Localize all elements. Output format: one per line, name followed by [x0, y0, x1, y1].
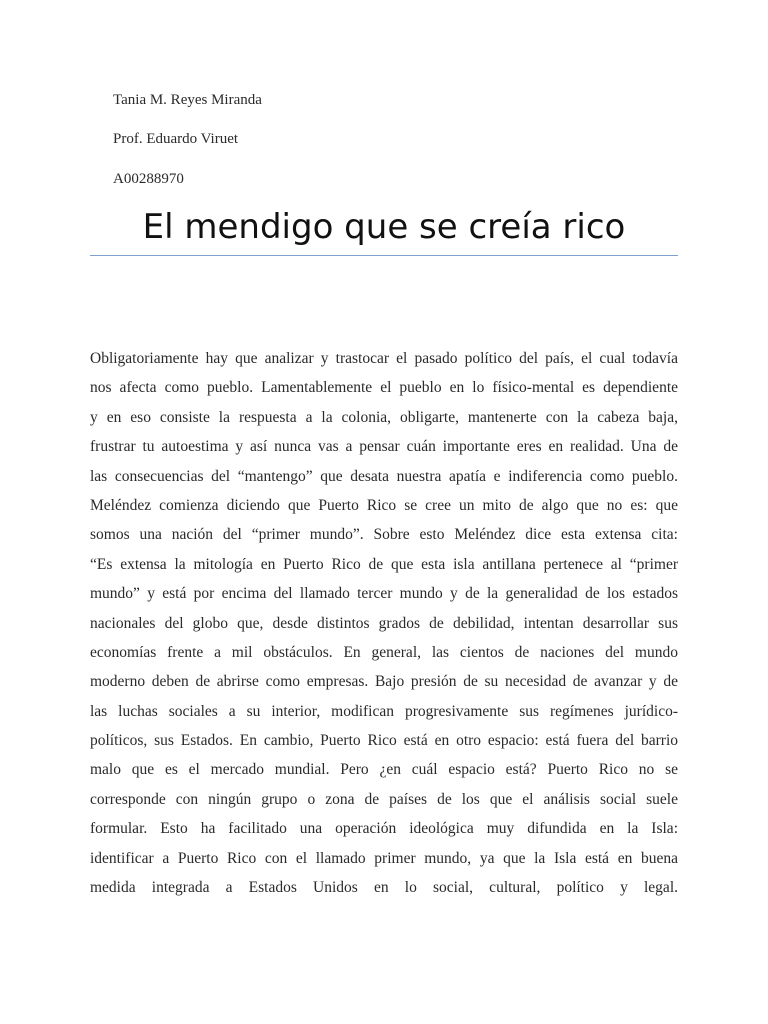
author-name: Tania M. Reyes Miranda	[113, 92, 262, 108]
body-paragraph	[90, 344, 678, 902]
body-line: mundo” y está por encima del llamado tercer mundo y de la generalidad de los estados	[90, 585, 678, 603]
body-line: nos afecta como pueblo. Lamentablemente el pueblo en lo físico-mental es dependiente	[90, 379, 678, 397]
body-line: moderno deben de abrirse como empresas. Bajo presión de su necesidad de avanzar y de	[90, 673, 678, 691]
body-line: frustrar tu autoestima y así nunca vas a pensar cuán importante eres en realidad. Una de	[90, 438, 678, 456]
body-line: medida integrada a Estados Unidos en lo social, cultural, político y legal.	[90, 879, 678, 897]
body-line: economías frente a mil obstáculos. En general, las cientos de naciones del mundo	[90, 643, 678, 661]
student-id: A00288970	[113, 171, 184, 187]
body-line: somos una nación del “primer mundo”. Sobre esto Meléndez dice esta extensa cita:	[90, 526, 678, 544]
document-title: El mendigo que se creía rico	[142, 207, 626, 247]
body-line: corresponde con ningún grupo o zona de países de los que el análisis social suele	[90, 790, 678, 808]
body-line: las luchas sociales a su interior, modifican progresivamente sus regímenes jurídico-	[90, 702, 678, 720]
body-line: las consecuencias del “mantengo” que desata nuestra apatía e indiferencia como pueblo.	[90, 467, 678, 485]
title-underline	[90, 255, 678, 256]
body-line: nacionales del globo que, desde distintos grados de debilidad, intentan desarrollar sus	[90, 614, 678, 632]
body-line: malo que es el mercado mundial. Pero ¿en cuál espacio está? Puerto Rico no se	[90, 761, 678, 779]
body-line: Obligatoriamente hay que analizar y trastocar el pasado político del país, el cual todavía	[90, 350, 678, 367]
body-line: Meléndez comienza diciendo que Puerto Rico se cree un mito de algo que no es: que	[90, 496, 678, 514]
body-line: políticos, sus Estados. En cambio, Puerto Rico está en otro espacio: está fuera del barrio	[90, 732, 678, 750]
body-line: formular. Esto ha facilitado una operación ideológica muy difundida en la Isla:	[90, 820, 678, 838]
body-line: “Es extensa la mitología en Puerto Rico de que esta isla antillana pertenece al “primer	[90, 555, 678, 573]
professor-name: Prof. Eduardo Viruet	[113, 131, 239, 147]
body-line: y en eso consiste la respuesta a la colonia, obligarte, mantenerte con la cabeza baja,	[90, 408, 678, 426]
body-line: identificar a Puerto Rico con el llamado primer mundo, ya que la Isla está en buena	[90, 849, 678, 867]
